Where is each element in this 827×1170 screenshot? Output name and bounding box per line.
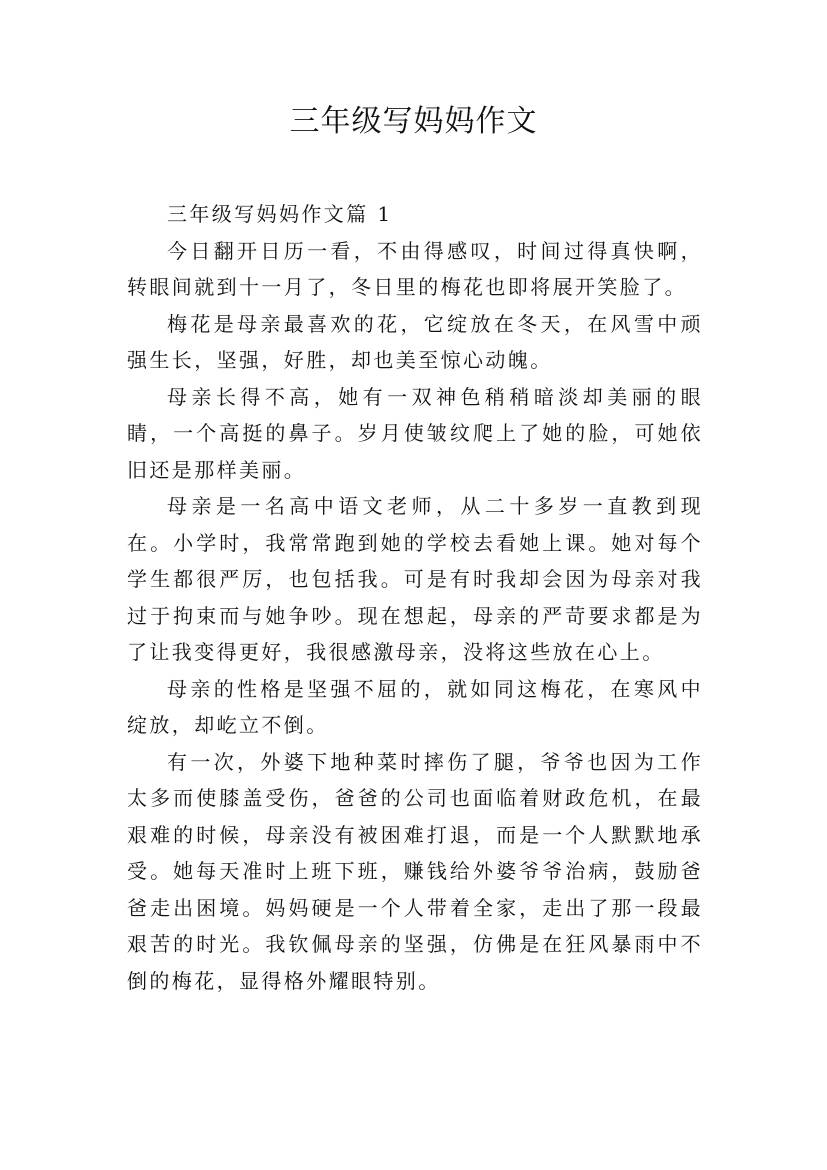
section-heading: 三年级写妈妈作文篇 1: [167, 202, 393, 226]
paragraph-2: 梅花是母亲最喜欢的花，它绽放在冬天，在风雪中顽强生长，坚强，好胜，却也美至惊心动魄。: [127, 311, 703, 372]
paragraph-4: 母亲是一名高中语文老师，从二十多岁一直教到现在。小学时，我常常跑到她的学校去看她上课。她对每个学生都很严厉，也包括我。可是有时我却会因为母亲对我过于拘束而与她争吵。现在想起，母亲的严苛要求都是为了让我变得更好，我很感激母亲，没将这些放在心上。: [127, 494, 703, 664]
paragraph-5: 母亲的性格是坚强不屈的，就如同这梅花，在寒风中绽放，却屹立不倒。: [127, 676, 703, 737]
paragraph-6: 有一次，外婆下地种菜时摔伤了腿，爷爷也因为工作太多而使膝盖受伤，爸爸的公司也面临着财政危机，在最艰难的时候，母亲没有被困难打退，而是一个人默默地承受。她每天准时上班下班，赚钱给外婆爷爷治病，鼓励爸爸走出困境。妈妈硬是一个人带着全家，走出了那一段最艰苦的时光。我钦佩母亲的坚强，仿佛是在狂风暴雨中不倒的梅花，显得格外耀眼特别。: [127, 749, 703, 993]
document-title: 三年级写妈妈作文: [289, 104, 538, 139]
paragraph-1: 今日翻开日历一看，不由得感叹，时间过得真快啊，转眼间就到十一月了，冬日里的梅花也即将展开笑脸了。: [127, 238, 703, 299]
document-body: [127, 196, 703, 999]
paragraph-3: 母亲长得不高，她有一双神色稍稍暗淡却美丽的眼睛，一个高挺的鼻子。岁月使皱纹爬上了她的脸，可她依旧还是那样美丽。: [127, 384, 703, 482]
